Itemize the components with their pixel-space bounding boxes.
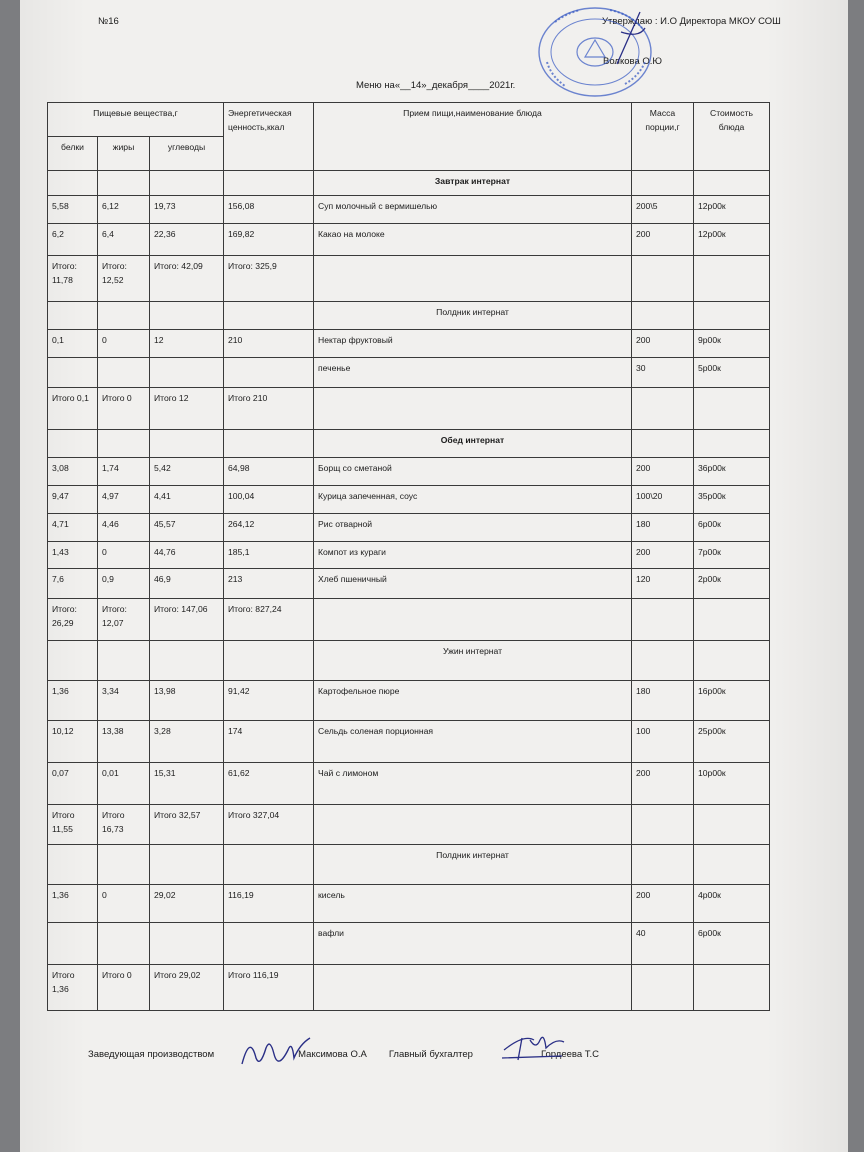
carbs-value: 4,41: [150, 486, 224, 514]
empty-cell: [632, 965, 694, 1011]
fats-total: Итого 0: [98, 388, 150, 430]
portion-mass: 200: [632, 330, 694, 358]
fats-value: 0,01: [98, 763, 150, 805]
empty-cell: [48, 430, 98, 458]
empty-cell: [632, 430, 694, 458]
proteins-value: 4,71: [48, 514, 98, 542]
nutrients-header: Пищевые вещества,г: [48, 103, 224, 137]
carbs-value: 45,57: [150, 514, 224, 542]
carbs-total: Итого 12: [150, 388, 224, 430]
empty-cell: [224, 641, 314, 681]
approval-line: Утверждаю : И.О Директора МКОУ СОШ: [602, 16, 781, 27]
carbs-value: 29,02: [150, 885, 224, 923]
empty-cell: [48, 845, 98, 885]
carbs-value: [150, 358, 224, 388]
portion-mass: 200: [632, 885, 694, 923]
carbs-value: 44,76: [150, 542, 224, 569]
menu-date: Меню на«__14»_декабря____2021г.: [356, 80, 516, 91]
proteins-value: 1,36: [48, 885, 98, 923]
total-row: [48, 599, 770, 641]
carbs-value: [150, 923, 224, 965]
fats-value: 4,46: [98, 514, 150, 542]
proteins-value: 3,08: [48, 458, 98, 486]
dish-name: Чай с лимоном: [314, 763, 632, 805]
proteins-value: [48, 358, 98, 388]
energy-header: Энергетическая ценность,ккал: [224, 103, 314, 171]
portion-mass: 200: [632, 542, 694, 569]
portion-mass: 200: [632, 763, 694, 805]
section-title: Полдник интернат: [314, 845, 632, 885]
empty-cell: [150, 641, 224, 681]
carbs-value: 5,42: [150, 458, 224, 486]
dish-row: [48, 514, 770, 542]
fats-value: 0,9: [98, 569, 150, 599]
empty-cell: [694, 256, 770, 302]
dish-cost: 36р00к: [694, 458, 770, 486]
accountant-name: Гордеева Т.С: [540, 1049, 600, 1060]
dish-cost: 9р00к: [694, 330, 770, 358]
proteins-value: 10,12: [48, 721, 98, 763]
empty-cell: [224, 302, 314, 330]
dish-name: Рис отварной: [314, 514, 632, 542]
proteins-total: Итого: 26,29: [48, 599, 98, 641]
section-row: [48, 845, 770, 885]
dish-cost: 7р00к: [694, 542, 770, 569]
dish-row: [48, 681, 770, 721]
accountant-signature: [500, 1030, 566, 1066]
fats-total: Итого 0: [98, 965, 150, 1011]
dish-name: кисель: [314, 885, 632, 923]
round-stamp: [525, 2, 655, 98]
dish-cost: 10р00к: [694, 763, 770, 805]
total-row: [48, 965, 770, 1011]
carbs-value: 19,73: [150, 196, 224, 224]
section-title: Завтрак интернат: [314, 171, 632, 196]
empty-cell: [694, 641, 770, 681]
dish-name: Какао на молоке: [314, 224, 632, 256]
dish-name: печенье: [314, 358, 632, 388]
total-row: [48, 388, 770, 430]
fats-value: 4,97: [98, 486, 150, 514]
fats-value: 13,38: [98, 721, 150, 763]
dish-name: Сельдь соленая порционная: [314, 721, 632, 763]
fats-value: [98, 358, 150, 388]
empty-cell: [694, 171, 770, 196]
production-name: Максимова О.А: [298, 1049, 367, 1060]
empty-cell: [632, 599, 694, 641]
table-header-row: [48, 103, 770, 137]
section-title: Обед интернат: [314, 430, 632, 458]
fats-value: 0: [98, 542, 150, 569]
empty-cell: [632, 302, 694, 330]
menu-table: [47, 102, 770, 1011]
energy-value: 91,42: [224, 681, 314, 721]
empty-cell: [632, 171, 694, 196]
empty-cell: [98, 641, 150, 681]
empty-cell: [98, 845, 150, 885]
empty-cell: [694, 388, 770, 430]
portion-mass: 30: [632, 358, 694, 388]
dish-row: [48, 923, 770, 965]
proteins-value: 1,43: [48, 542, 98, 569]
dish-cost: 25р00к: [694, 721, 770, 763]
fats-value: 6,4: [98, 224, 150, 256]
energy-value: 174: [224, 721, 314, 763]
proteins-total: Итого: 11,78: [48, 256, 98, 302]
energy-total: Итого: 325,9: [224, 256, 314, 302]
empty-cell: [314, 599, 632, 641]
proteins-value: 0,07: [48, 763, 98, 805]
energy-value: 100,04: [224, 486, 314, 514]
empty-cell: [98, 430, 150, 458]
empty-cell: [314, 805, 632, 845]
fats-value: 6,12: [98, 196, 150, 224]
energy-total: Итого 116,19: [224, 965, 314, 1011]
fats-total: Итого: 12,52: [98, 256, 150, 302]
dish-name: Картофельное пюре: [314, 681, 632, 721]
empty-cell: [314, 388, 632, 430]
energy-value: 264,12: [224, 514, 314, 542]
proteins-value: 6,2: [48, 224, 98, 256]
empty-cell: [314, 965, 632, 1011]
energy-value: 61,62: [224, 763, 314, 805]
proteins-value: 5,58: [48, 196, 98, 224]
empty-cell: [48, 641, 98, 681]
production-signature: [236, 1030, 322, 1076]
dish-row: [48, 358, 770, 388]
mass-header: Масса порции,г: [632, 103, 694, 171]
energy-value: 116,19: [224, 885, 314, 923]
dish-cost: 12р00к: [694, 196, 770, 224]
empty-cell: [632, 256, 694, 302]
energy-value: 156,08: [224, 196, 314, 224]
proteins-value: [48, 923, 98, 965]
energy-value: 169,82: [224, 224, 314, 256]
dish-name: вафли: [314, 923, 632, 965]
cost-header: Стоимость блюда: [694, 103, 770, 171]
empty-cell: [632, 641, 694, 681]
dish-row: [48, 569, 770, 599]
proteins-value: 9,47: [48, 486, 98, 514]
dish-row: [48, 763, 770, 805]
dish-row: [48, 458, 770, 486]
section-row: [48, 171, 770, 196]
dish-cost: 4р00к: [694, 885, 770, 923]
empty-cell: [224, 171, 314, 196]
dish-row: [48, 486, 770, 514]
proteins-value: 0,1: [48, 330, 98, 358]
meal-header: Прием пищи,наименование блюда: [314, 103, 632, 171]
empty-cell: [48, 302, 98, 330]
carbs-value: 3,28: [150, 721, 224, 763]
energy-value: 64,98: [224, 458, 314, 486]
fats-header: жиры: [98, 137, 150, 171]
fats-value: 1,74: [98, 458, 150, 486]
fats-value: 0: [98, 330, 150, 358]
energy-total: Итого 210: [224, 388, 314, 430]
fats-value: 3,34: [98, 681, 150, 721]
dish-cost: 6р00к: [694, 923, 770, 965]
accountant-label: Главный бухгалтер: [388, 1049, 473, 1060]
proteins-total: Итого 1,36: [48, 965, 98, 1011]
energy-value: [224, 358, 314, 388]
approver-name: Волкова О.Ю: [603, 56, 662, 67]
dish-cost: 35р00к: [694, 486, 770, 514]
portion-mass: 200\5: [632, 196, 694, 224]
dish-row: [48, 721, 770, 763]
empty-cell: [150, 302, 224, 330]
empty-cell: [98, 171, 150, 196]
carbs-header: углеводы: [150, 137, 224, 171]
empty-cell: [694, 845, 770, 885]
empty-cell: [632, 388, 694, 430]
proteins-value: 7,6: [48, 569, 98, 599]
dish-name: Компот из кураги: [314, 542, 632, 569]
dish-cost: 16р00к: [694, 681, 770, 721]
empty-cell: [150, 430, 224, 458]
carbs-total: Итого: 42,09: [150, 256, 224, 302]
dish-row: [48, 542, 770, 569]
dish-row: [48, 224, 770, 256]
empty-cell: [632, 845, 694, 885]
section-row: [48, 302, 770, 330]
proteins-value: 1,36: [48, 681, 98, 721]
document-number: №16: [98, 16, 119, 27]
empty-cell: [694, 965, 770, 1011]
carbs-value: 15,31: [150, 763, 224, 805]
empty-cell: [694, 599, 770, 641]
portion-mass: 100: [632, 721, 694, 763]
dish-row: [48, 330, 770, 358]
empty-cell: [314, 256, 632, 302]
section-row: [48, 430, 770, 458]
production-label: Заведующая производством: [88, 1049, 215, 1060]
section-title: Полдник интернат: [314, 302, 632, 330]
empty-cell: [224, 430, 314, 458]
section-row: [48, 641, 770, 681]
carbs-value: 13,98: [150, 681, 224, 721]
portion-mass: 120: [632, 569, 694, 599]
empty-cell: [48, 171, 98, 196]
dish-cost: 6р00к: [694, 514, 770, 542]
portion-mass: 180: [632, 681, 694, 721]
total-row: [48, 805, 770, 845]
empty-cell: [150, 171, 224, 196]
dish-name: Курица запеченная, соус: [314, 486, 632, 514]
empty-cell: [694, 430, 770, 458]
energy-value: 210: [224, 330, 314, 358]
portion-mass: 200: [632, 224, 694, 256]
carbs-value: 22,36: [150, 224, 224, 256]
empty-cell: [694, 805, 770, 845]
carbs-total: Итого 32,57: [150, 805, 224, 845]
energy-value: [224, 923, 314, 965]
fats-total: Итого 16,73: [98, 805, 150, 845]
portion-mass: 100\20: [632, 486, 694, 514]
portion-mass: 180: [632, 514, 694, 542]
dish-name: Нектар фруктовый: [314, 330, 632, 358]
empty-cell: [224, 845, 314, 885]
proteins-total: Итого 11,55: [48, 805, 98, 845]
carbs-value: 12: [150, 330, 224, 358]
proteins-header: белки: [48, 137, 98, 171]
carbs-total: Итого 29,02: [150, 965, 224, 1011]
empty-cell: [694, 302, 770, 330]
dish-name: Суп молочный с вермишелью: [314, 196, 632, 224]
dish-name: Хлеб пшеничный: [314, 569, 632, 599]
proteins-total: Итого 0,1: [48, 388, 98, 430]
portion-mass: 200: [632, 458, 694, 486]
carbs-total: Итого: 147,06: [150, 599, 224, 641]
portion-mass: 40: [632, 923, 694, 965]
fats-total: Итого: 12,07: [98, 599, 150, 641]
carbs-value: 46,9: [150, 569, 224, 599]
dish-cost: 2р00к: [694, 569, 770, 599]
total-row: [48, 256, 770, 302]
fats-value: [98, 923, 150, 965]
empty-cell: [98, 302, 150, 330]
dish-name: Борщ со сметаной: [314, 458, 632, 486]
fats-value: 0: [98, 885, 150, 923]
energy-value: 213: [224, 569, 314, 599]
section-title: Ужин интернат: [314, 641, 632, 681]
dish-cost: 5р00к: [694, 358, 770, 388]
energy-total: Итого: 827,24: [224, 599, 314, 641]
empty-cell: [632, 805, 694, 845]
dish-row: [48, 885, 770, 923]
dish-cost: 12р00к: [694, 224, 770, 256]
energy-value: 185,1: [224, 542, 314, 569]
empty-cell: [150, 845, 224, 885]
energy-total: Итого 327,04: [224, 805, 314, 845]
dish-row: [48, 196, 770, 224]
